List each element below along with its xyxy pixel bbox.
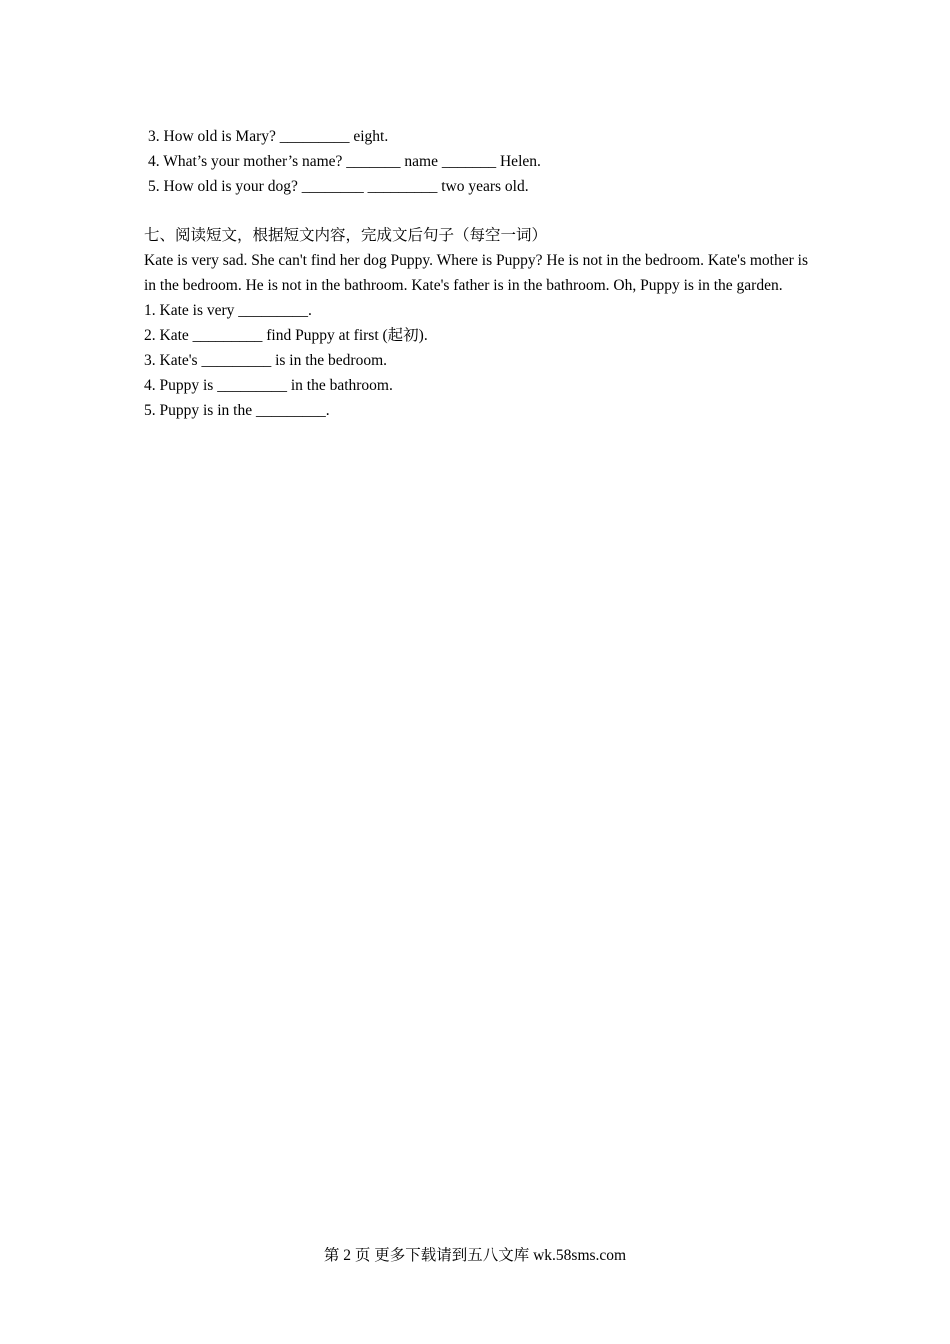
question-item: 5. How old is your dog? ________ _________ two years old. [148, 178, 529, 195]
question-item: 3. Kate's _________ is in the bedroom. [144, 352, 388, 369]
question-item: 5. Puppy is in the _________. [144, 402, 330, 419]
section-6-items [144, 124, 808, 199]
document-page [144, 124, 808, 423]
question-item: 4. Puppy is _________ in the bathroom. [144, 377, 393, 394]
question-item: 2. Kate _________ find Puppy at first (起初). [144, 327, 428, 344]
section-7 [144, 223, 808, 423]
section-heading: 七、阅读短文，根据短文内容，完成文后句子（每空一词） [144, 227, 548, 244]
question-item: 1. Kate is very _________. [144, 302, 312, 319]
page-footer: 第 2 页 更多下载请到五八文库 wk.58sms.com [323, 1247, 627, 1264]
reading-passage: Kate is very sad. She can't find her dog Puppy. Where is Puppy? He is not in the bedroom. Kate's mother is in the bedroom. He is not in the bathroom. Kate's father is in the bathroom. Oh, Puppy is in the garden. [144, 252, 808, 294]
question-item: 3. How old is Mary? _________ eight. [148, 128, 389, 145]
section-spacer [144, 199, 808, 223]
question-item: 4. What’s your mother’s name? _______ name _______ Helen. [148, 153, 541, 170]
